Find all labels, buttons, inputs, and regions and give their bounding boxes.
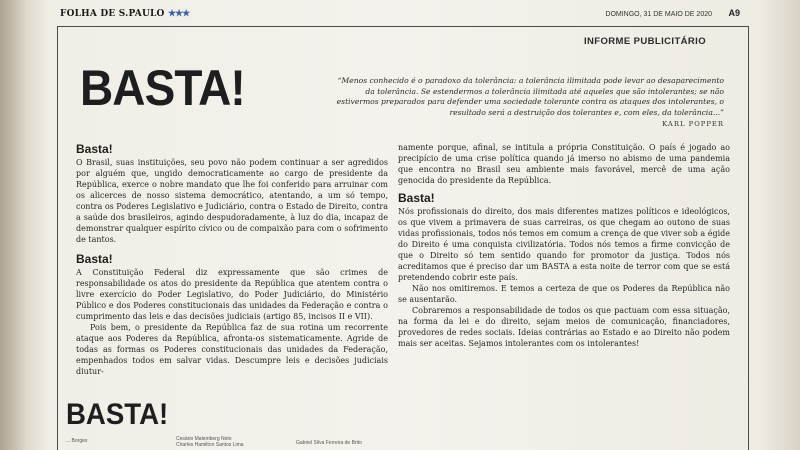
signature-name: Charles Hamilton Santos Lima	[176, 442, 244, 448]
masthead-name: FOLHA DE S.PAULO	[60, 9, 165, 19]
paragraph: namente porque, afinal, se intitula a própria Constituição. O país é jogado ao precipício de uma crise política quando já imerso no abismo de uma pandemia que encontra no Brasil seu ambiente mais favorável, mercê de uma ação genocida do presidente da República.	[398, 143, 730, 185]
signature-name: Gabriel Silva Ferreira de Brito	[296, 440, 362, 446]
issue-date: DOMINGO, 31 DE MAIO DE 2020	[605, 11, 712, 18]
advertorial-label: INFORME PUBLICITÁRIO	[584, 36, 706, 47]
paragraph: Cobraremos a responsabilidade de todos os que pactuam com essa situação, na forma da lei e do direito, sejam meios de comunicação, financiadores, provedores de redes sociais. Ideias contrárias ao Estado e ao Direito não podem mais ser aceitas. Sejamos intolerantes com os intolerantes!	[398, 306, 730, 348]
masthead-stars-icon: ★★★	[167, 9, 190, 19]
text-column-left	[76, 140, 388, 377]
paragraph: Não nos omitiremos. E temos a certeza de que os Poderes da República não se ausentarão.	[398, 284, 730, 304]
main-headline: BASTA!	[80, 60, 245, 116]
page-number: A9	[728, 8, 740, 18]
paragraph: A Constituição Federal diz expressamente que são crimes de responsabilidade os atos do presidente da República que atentem contra o livre exercício do Poder Legislativo, do Poder Judiciário, do Ministério Público e dos Poderes constitucionais das unidades da Federação e contra o cumprimento das leis e das decisões judiciais (artigo 85, incisos II e VII).	[76, 268, 388, 321]
section-heading: Basta!	[76, 142, 113, 156]
epigraph-author: KARL POPPER	[662, 120, 724, 128]
paragraph: Pois bem, o presidente da República faz de sua rotina um recorrente ataque aos Poderes da República, afronta-os sistematicamente. Agride de todas as formas os Poderes constitucionais das unidades da Federação, empenhados todos em salvar vidas. Descumpre leis e decisões judiciais diutur-	[76, 323, 388, 376]
signature-name: ... Borges	[66, 438, 88, 444]
epigraph-quote: “Menos conhecido é o paradoxo da tolerância: a tolerância ilimitada pode levar ao desaparecimento da tolerância. Se estendermos a tolerância ilimitada até aqueles que são intolerantes; se não estivermos preparados para defender uma sociedade tolerante contra os ataques dos intolerantes, o resultado será a destruição dos tolerantes e, com eles, da tolerância...”	[336, 76, 724, 117]
masthead	[60, 9, 189, 19]
paragraph: O Brasil, suas instituições, seu povo não podem continuar a ser agredidos por alguém que, ungido democraticamente ao cargo de presidente da República, exerce o nobre mandato que lhe foi conferido para arruinar com os alicerces de nosso sistema democrático, atentando, a um só tempo, contra os Poderes Legislativo e Judiciário, contra o Estado de Direito, contra a saúde dos brasileiros, agindo despudoradamente, à luz do dia, incapaz de demonstrar qualquer espírito cívico ou de compaixão para com o sofrimento de tantos.	[76, 158, 388, 244]
text-column-right	[398, 142, 730, 349]
section-heading: Basta!	[398, 191, 435, 205]
section-heading: Basta!	[76, 252, 113, 266]
page-fold-shadow	[0, 0, 26, 450]
paragraph: Nós profissionais do direito, dos mais diferentes matizes políticos e ideológicos, os que vivem a primavera de suas carreiras, os que chegam ao outono de suas vidas profissionais, todos nós temos em comum a crença de que viver sob a égide do Direito é uma conquista civilizatória. Todos nós temos a firme convicção de que o Direito só tem sentido quando for promotor da justiça. Todos nós acreditamos que é preciso dar um BASTA a esta noite de terror com que se está pretendendo cobrir este país.	[398, 207, 730, 282]
footer-headline: BASTA!	[66, 398, 169, 431]
signature-name: Cesário Malemberg Neto	[176, 436, 232, 442]
